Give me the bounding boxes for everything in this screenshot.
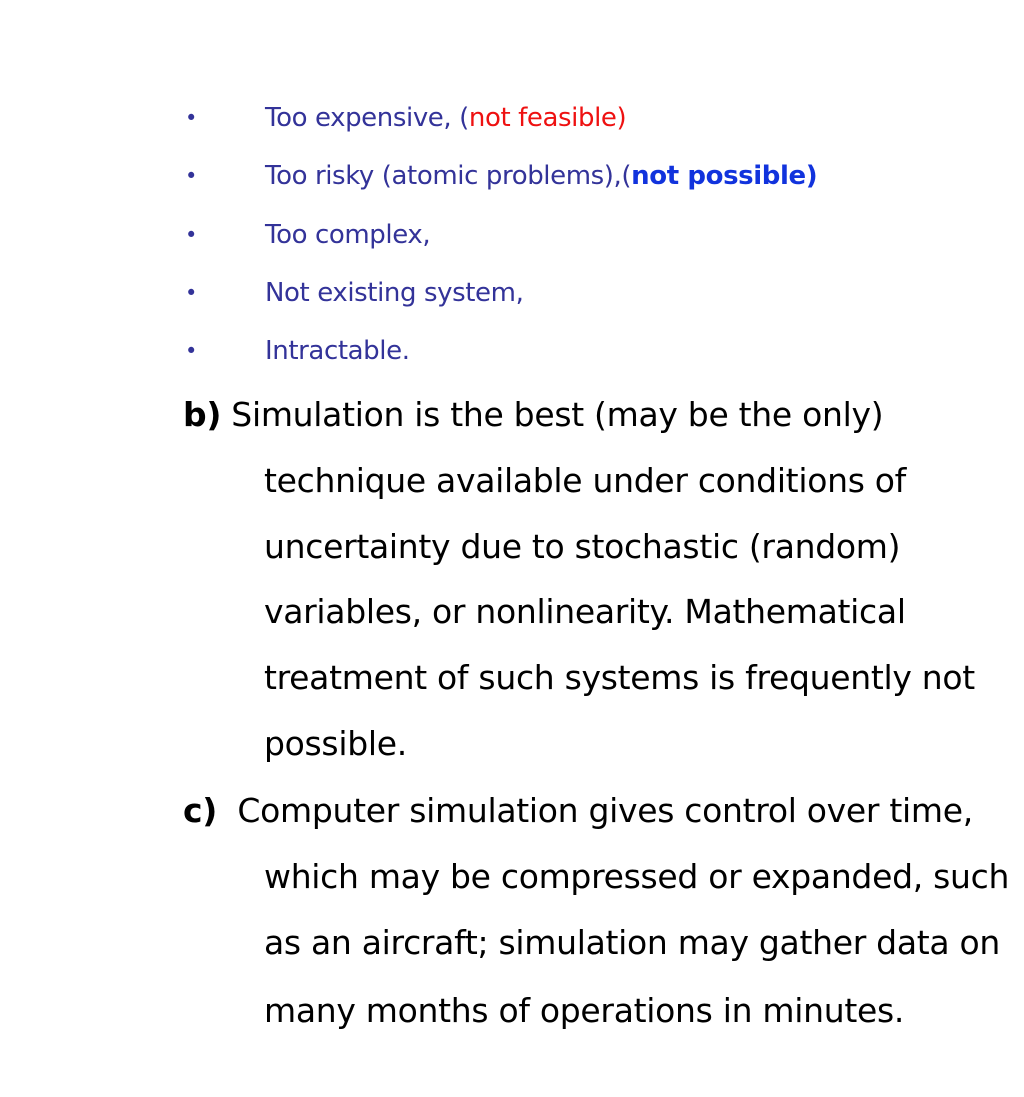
bullet-text bbox=[265, 156, 817, 196]
paragraph-line-text: Computer simulation gives control over time, bbox=[217, 791, 973, 830]
bullet-item-expensive bbox=[0, 98, 1024, 138]
bullet-dot: • bbox=[185, 106, 198, 130]
bullet-text: Intractable. bbox=[265, 336, 410, 366]
bullet-item-complex bbox=[0, 215, 1024, 255]
bullet-text bbox=[265, 98, 626, 138]
bullet-text-main: Too risky (atomic problems),( bbox=[265, 161, 632, 191]
bullet-dot: • bbox=[185, 164, 198, 188]
paragraph-line: as an aircraft; simulation may gather data on bbox=[264, 923, 1000, 962]
bullet-highlight-not-possible: not possible) bbox=[631, 161, 818, 191]
paragraph-line: uncertainty due to stochastic (random) bbox=[264, 527, 901, 566]
bullet-text: Not existing system, bbox=[265, 278, 524, 308]
bullet-highlight-not-feasible: not feasible) bbox=[468, 103, 627, 133]
paragraph-line-text: Simulation is the best (may be the only) bbox=[221, 395, 884, 434]
bullet-dot: • bbox=[185, 223, 198, 247]
bullet-item-not-existing bbox=[0, 273, 1024, 313]
bullet-dot: • bbox=[185, 339, 198, 363]
bullet-text: Too complex, bbox=[265, 220, 431, 250]
bullet-item-risky bbox=[0, 156, 1024, 196]
bullet-dot: • bbox=[185, 281, 198, 305]
bullet-text-main: Too expensive, ( bbox=[265, 103, 469, 133]
paragraph-line: technique available under conditions of bbox=[264, 461, 906, 500]
paragraph-marker: c) bbox=[183, 791, 218, 830]
paragraph-line bbox=[183, 390, 883, 440]
paragraph-line: many months of operations in minutes. bbox=[264, 991, 905, 1030]
bullet-item-intractable bbox=[0, 331, 1024, 371]
paragraph-line: possible. bbox=[264, 724, 407, 763]
paragraph-line: which may be compressed or expanded, such bbox=[264, 857, 1010, 896]
paragraph-line bbox=[183, 786, 973, 836]
paragraph-marker: b) bbox=[183, 395, 222, 434]
paragraph-line: variables, or nonlinearity. Mathematical bbox=[264, 592, 906, 631]
paragraph-line: treatment of such systems is frequently not bbox=[264, 658, 975, 697]
